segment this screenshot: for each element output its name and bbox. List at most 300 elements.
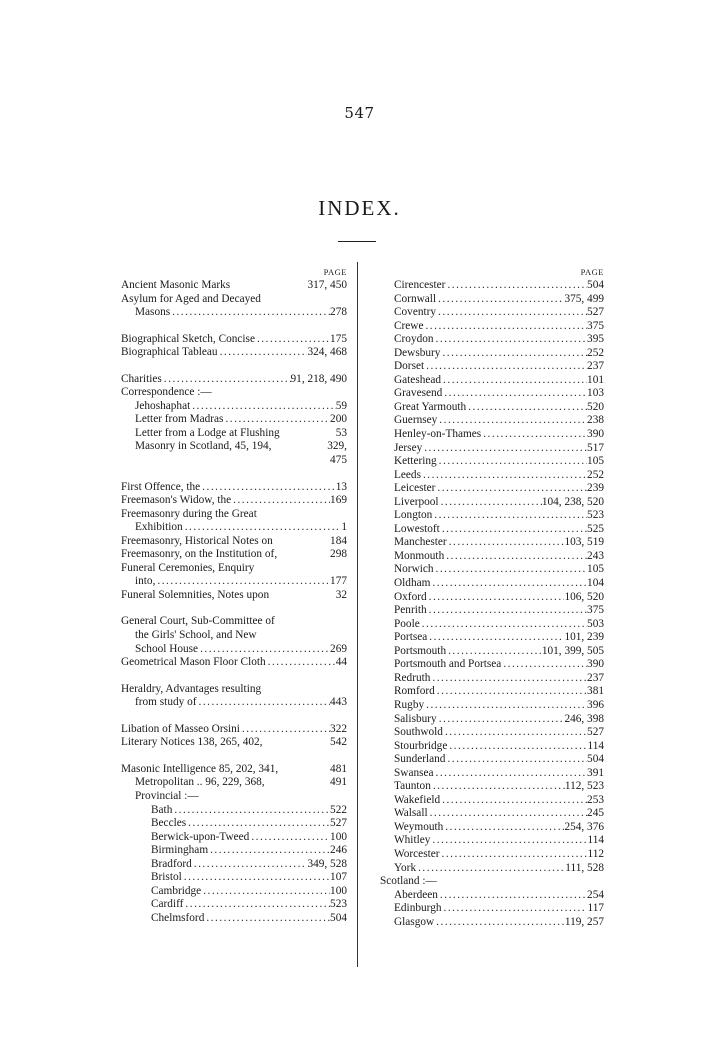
dot-leader [436,306,587,320]
dot-leader [278,763,330,777]
index-entry [380,591,604,605]
index-page-continuation: 475 [330,454,347,467]
index-entry [380,685,604,699]
index-entry [380,645,604,659]
index-page-numbers: 100 [330,884,347,897]
entry-spacer [121,468,347,481]
index-heading: Provincial :— [135,789,199,802]
index-title: INDEX. [318,196,401,220]
dot-leader [435,482,587,496]
index-page-numbers: 254 [587,888,604,901]
index-page-numbers: 243 [587,549,604,562]
index-term: Freemason's Widow, the [121,494,232,507]
index-page-numbers: 523 [330,898,347,911]
index-entry [121,804,347,818]
index-page-numbers: 101, 399, 505 [541,644,604,657]
index-entry [121,494,347,508]
index-term: Henley-on-Thames [394,428,482,441]
index-page-numbers: 32 [335,588,347,601]
index-entry [380,428,604,442]
index-page-numbers: 119, 257 [564,915,604,928]
dot-leader [218,346,308,360]
index-entry [380,347,604,361]
index-term: Geometrical Mason Floor Cloth [121,656,266,669]
index-entry [380,658,604,672]
index-entry [121,413,347,427]
dot-leader [201,885,330,899]
index-page-numbers: 395 [587,333,604,346]
index-page-numbers: 527 [587,726,604,739]
dot-leader [437,455,587,469]
index-term: Biographical Tableau [121,346,218,359]
index-entry [121,831,347,845]
dot-leader [430,577,587,591]
dot-leader [420,618,587,632]
dot-leader [443,726,587,740]
index-term: Wakefield [394,793,441,806]
index-heading: Freemasonry during the Great [121,507,257,520]
index-page-numbers: 298 [330,548,347,561]
index-term: Letter from Madras [135,413,224,426]
dot-leader [240,723,330,737]
index-term: Great Yarmouth [394,400,467,413]
index-column-left [121,266,347,925]
index-term: Cornwall [394,292,437,305]
index-heading: Heraldry, Advantages resulting [121,682,262,695]
entry-spacer [121,602,347,615]
index-term: Salisbury [394,712,437,725]
index-term: Bristol [151,871,182,884]
entry-spacer [121,360,347,373]
dot-leader [172,804,330,818]
dot-leader [416,862,565,876]
index-entry [380,293,604,307]
index-entry [380,604,604,618]
index-page-numbers: 329, [327,440,347,453]
dot-leader [422,442,587,456]
index-entry [380,631,604,645]
index-entry [121,817,347,831]
index-page-numbers: 381 [587,685,604,698]
index-term: Chelmsford [151,911,205,924]
column-divider [357,262,358,967]
index-page-numbers: 175 [330,332,347,345]
index-term: Portsea [394,631,428,644]
index-entry [121,279,347,293]
index-page-numbers: 114 [587,739,604,752]
index-entry [380,794,604,808]
index-term: Portsmouth and Portsea [394,658,502,671]
index-term: Masonry in Scotland, 45, 194, [135,440,272,453]
dot-leader [434,767,588,781]
index-term: Sunderland [394,753,446,766]
index-page-numbers: 184 [330,534,347,547]
index-entry [380,509,604,523]
index-page-numbers: 375 [587,319,604,332]
index-page-numbers: 103 [587,387,604,400]
index-term: Edinburgh [394,902,442,915]
index-term: Jehoshaphat [135,399,191,412]
index-term: Libation of Masseo Orsini [121,722,240,735]
dot-leader [430,672,587,686]
index-term: Funeral Solemnities, Notes upon [121,588,270,601]
index-page-numbers: 239 [587,482,604,495]
index-entry [380,414,604,428]
dot-leader [434,333,588,347]
index-page-numbers: 491 [330,776,347,789]
dot-leader [231,494,330,508]
index-term: Rugby [394,698,425,711]
dot-leader [424,699,587,713]
index-entry [121,643,347,657]
index-entry [380,767,604,781]
index-term: Gateshead [394,373,442,386]
index-entry [380,780,604,794]
index-page-numbers: 253 [587,793,604,806]
index-page-numbers: 254, 376 [564,820,604,833]
index-term: Lowestoft [394,522,440,535]
index-term: Taunton [394,780,431,793]
index-entry [380,360,604,374]
index-term: Dewsbury [394,346,441,359]
index-term: Oxford [394,590,427,603]
index-page-numbers: 200 [330,413,347,426]
title-rule [338,241,376,242]
index-entry [121,885,347,899]
index-page-numbers: 106, 520 [564,590,604,603]
dot-leader [430,834,587,848]
index-entry [380,279,604,293]
index-page-numbers: 111, 528 [565,861,604,874]
index-term: Norwich [394,563,434,576]
index-entry [121,575,347,589]
dot-leader [442,387,587,401]
index-entry [380,469,604,483]
index-term: Redruth [394,671,431,684]
index-entry [380,401,604,415]
index-term: Freemasonry, Historical Notes on [121,534,273,547]
index-page-numbers: 390 [587,428,604,441]
index-page-numbers: 177 [330,575,347,588]
index-page-numbers: 246 [330,844,347,857]
index-entry [121,440,347,454]
index-term: Coventry [394,306,437,319]
index-page-numbers: 520 [587,400,604,413]
index-term: Walsall [394,807,428,820]
index-term: Charities [121,372,162,385]
index-page-numbers: 107 [330,871,347,884]
index-entry [380,387,604,401]
index-entry [380,320,604,334]
dot-leader [208,844,330,858]
dot-leader [266,656,336,670]
index-page-numbers: 542 [330,736,347,749]
dot-leader [427,591,565,605]
index-entry [121,696,347,710]
index-entry [121,736,347,750]
dot-leader [170,306,330,320]
dot-leader [273,535,330,549]
index-entry [380,550,604,564]
dot-leader [162,373,291,387]
dot-leader [280,427,336,441]
index-entries-right [380,279,604,929]
page-label-left: PAGE [323,267,347,277]
index-term: Dorset [394,360,425,373]
index-entry [121,589,347,603]
index-term: Cirencester [394,279,446,291]
index-term: Manchester [394,536,447,549]
index-page-numbers: 59 [335,399,347,412]
index-entry [121,521,347,535]
dot-leader [249,831,330,845]
index-page-numbers: 44 [335,656,347,669]
index-entry [121,723,347,737]
index-term: Letter from a Lodge at Flushing [135,426,280,439]
index-page-numbers: 504 [330,911,347,924]
index-term: from study of [135,696,197,709]
index-entry [380,807,604,821]
index-page-numbers: 114 [587,834,604,847]
index-page-numbers: 112, 523 [564,780,604,793]
entry-spacer [121,320,347,333]
index-heading: Asylum for Aged and Decayed [121,292,261,305]
index-entry [380,333,604,347]
index-entry [380,482,604,496]
index-page-numbers: 523 [587,509,604,522]
dot-leader [441,374,587,388]
index-term: Weymouth [394,820,444,833]
index-page-numbers: 317, 450 [307,279,347,291]
index-entry [380,672,604,686]
dot-leader [230,279,307,293]
dot-leader [263,736,331,750]
dot-leader [198,643,330,657]
entry-spacer [121,670,347,683]
index-entry [121,333,347,347]
index-entry [380,740,604,754]
index-term: Oldham [394,577,431,590]
dot-leader [427,604,587,618]
index-entry [121,763,347,777]
index-term: Literary Notices 138, 265, 402, [121,736,263,749]
index-entry [121,400,347,414]
dot-leader [447,740,587,754]
index-term: Stourbridge [394,739,448,752]
index-entry [121,548,347,562]
dot-leader [269,589,336,603]
index-term: Beccles [151,817,187,830]
index-page-numbers: 522 [330,803,347,816]
index-page-numbers: 101 [587,373,604,386]
index-page-numbers: 105 [587,563,604,576]
dot-leader [439,496,542,510]
index-term: Biographical Sketch, Concise [121,332,255,345]
index-page-numbers: 375, 499 [564,292,604,305]
index-term: Bath [151,803,173,816]
index-term: Whitley [394,834,431,847]
index-entry [380,699,604,713]
index-page-numbers: 481 [330,762,347,775]
index-entry [121,481,347,495]
dot-leader [438,889,587,903]
index-page-numbers: 237 [587,360,604,373]
index-page-numbers: 1 [341,521,347,534]
index-term: York [394,861,417,874]
index-term: Monmouth [394,549,445,562]
index-entry [380,618,604,632]
index-term: Jersey [394,441,423,454]
index-page-numbers: 117 [587,902,604,915]
dot-leader [424,360,587,374]
index-entry [380,536,604,550]
index-entry [121,346,347,360]
dot-leader [255,333,330,347]
index-column-right [380,266,604,929]
index-page-numbers: 246, 398 [564,712,604,725]
dot-leader [421,469,587,483]
index-page-numbers: 245 [587,807,604,820]
dot-leader [440,794,587,808]
index-entry [121,844,347,858]
dot-leader [447,536,565,550]
dot-leader [428,807,587,821]
index-page-numbers: 390 [587,658,604,671]
index-term: Portsmouth [394,644,447,657]
dot-leader [197,696,331,710]
index-entry [380,916,604,930]
index-page-numbers: 269 [330,642,347,655]
index-page-numbers: 112 [587,847,604,860]
index-page-numbers: 375 [587,604,604,617]
index-entry [380,848,604,862]
dot-leader [446,645,542,659]
index-page-numbers: 252 [587,468,604,481]
index-entry [380,374,604,388]
dot-leader [443,821,564,835]
dot-leader [434,916,565,930]
index-term: Bradford [151,857,192,870]
dot-leader [204,912,330,926]
dot-leader [436,293,564,307]
index-heading: General Court, Sub-Committee of [121,615,275,628]
index-entry [380,563,604,577]
index-page-numbers: 527 [330,817,347,830]
index-entry [380,713,604,727]
dot-leader [440,848,588,862]
index-entry [121,373,347,387]
dot-leader [437,713,565,727]
index-entries-left [121,279,347,925]
index-entry [121,306,347,320]
index-page-numbers: 349, 528 [307,857,347,870]
index-term: School House [135,642,199,655]
index-term: Metropolitan .. 96, 229, 368, [135,776,265,789]
index-term: Poole [394,617,420,630]
index-entry [380,496,604,510]
index-page-numbers: 100 [330,830,347,843]
dot-leader [437,414,587,428]
index-entry [121,776,347,790]
dot-leader [272,440,328,454]
dot-leader [423,320,587,334]
dot-leader [440,347,587,361]
index-entry [121,912,347,926]
index-term: Kettering [394,455,437,468]
index-page-numbers: 237 [587,671,604,684]
index-entry [380,726,604,740]
index-entry [380,455,604,469]
index-term: Guernsey [394,414,438,427]
index-term: Masons [135,306,171,319]
index-page-numbers: 13 [335,480,347,493]
index-page-numbers: 527 [587,306,604,319]
index-heading: Correspondence :— [121,386,212,399]
index-page-numbers: 517 [587,441,604,454]
dot-leader [445,753,587,767]
index-term: Southwold [394,726,443,739]
dot-leader [223,413,330,427]
index-term: Romford [394,685,435,698]
index-page-numbers: 504 [587,753,604,766]
index-page-numbers: 101, 239 [564,631,604,644]
index-entry [380,523,604,537]
dot-leader [427,631,564,645]
index-page-numbers: 238 [587,414,604,427]
index-term: Leicester [394,482,436,495]
dot-leader [183,898,330,912]
index-entry [380,834,604,848]
index-page-numbers: 525 [587,522,604,535]
index-page-numbers: 278 [330,306,347,319]
dot-leader [200,481,336,495]
index-term: Cambridge [151,884,202,897]
index-entry [380,577,604,591]
index-page-numbers: 103, 519 [564,536,604,549]
dot-leader [445,279,587,293]
index-entry [380,902,604,916]
index-heading: Funeral Ceremonies, Enquiry [121,561,255,574]
index-term: Freemasonry, on the Institution of, [121,548,278,561]
index-term: Masonic Intelligence 85, 202, 341, [121,762,279,775]
index-term: First Offence, the [121,480,201,493]
index-term: Gravesend [394,387,443,400]
dot-leader [442,902,588,916]
page-label-right: PAGE [580,267,604,277]
index-entry [380,821,604,835]
dot-leader [265,776,330,790]
index-page-numbers: 104 [587,577,604,590]
index-term: Liverpool [394,495,439,508]
index-page-numbers: 104, 238, 520 [541,495,604,508]
index-heading: Scotland :— [380,875,437,888]
dot-leader [501,658,587,672]
index-page-numbers: 324, 468 [307,346,347,359]
index-page-numbers: 396 [587,698,604,711]
dot-leader [182,871,330,885]
dot-leader [192,858,308,872]
index-heading: the Girls' School, and New [135,629,257,642]
page-number: 547 [344,104,375,122]
dot-leader [466,401,587,415]
index-page-numbers: 105 [587,455,604,468]
index-page-numbers: 391 [587,766,604,779]
index-entry [121,871,347,885]
dot-leader [435,685,587,699]
index-entry [121,535,347,549]
index-entry [121,898,347,912]
index-term: Ancient Masonic Marks [121,279,231,291]
